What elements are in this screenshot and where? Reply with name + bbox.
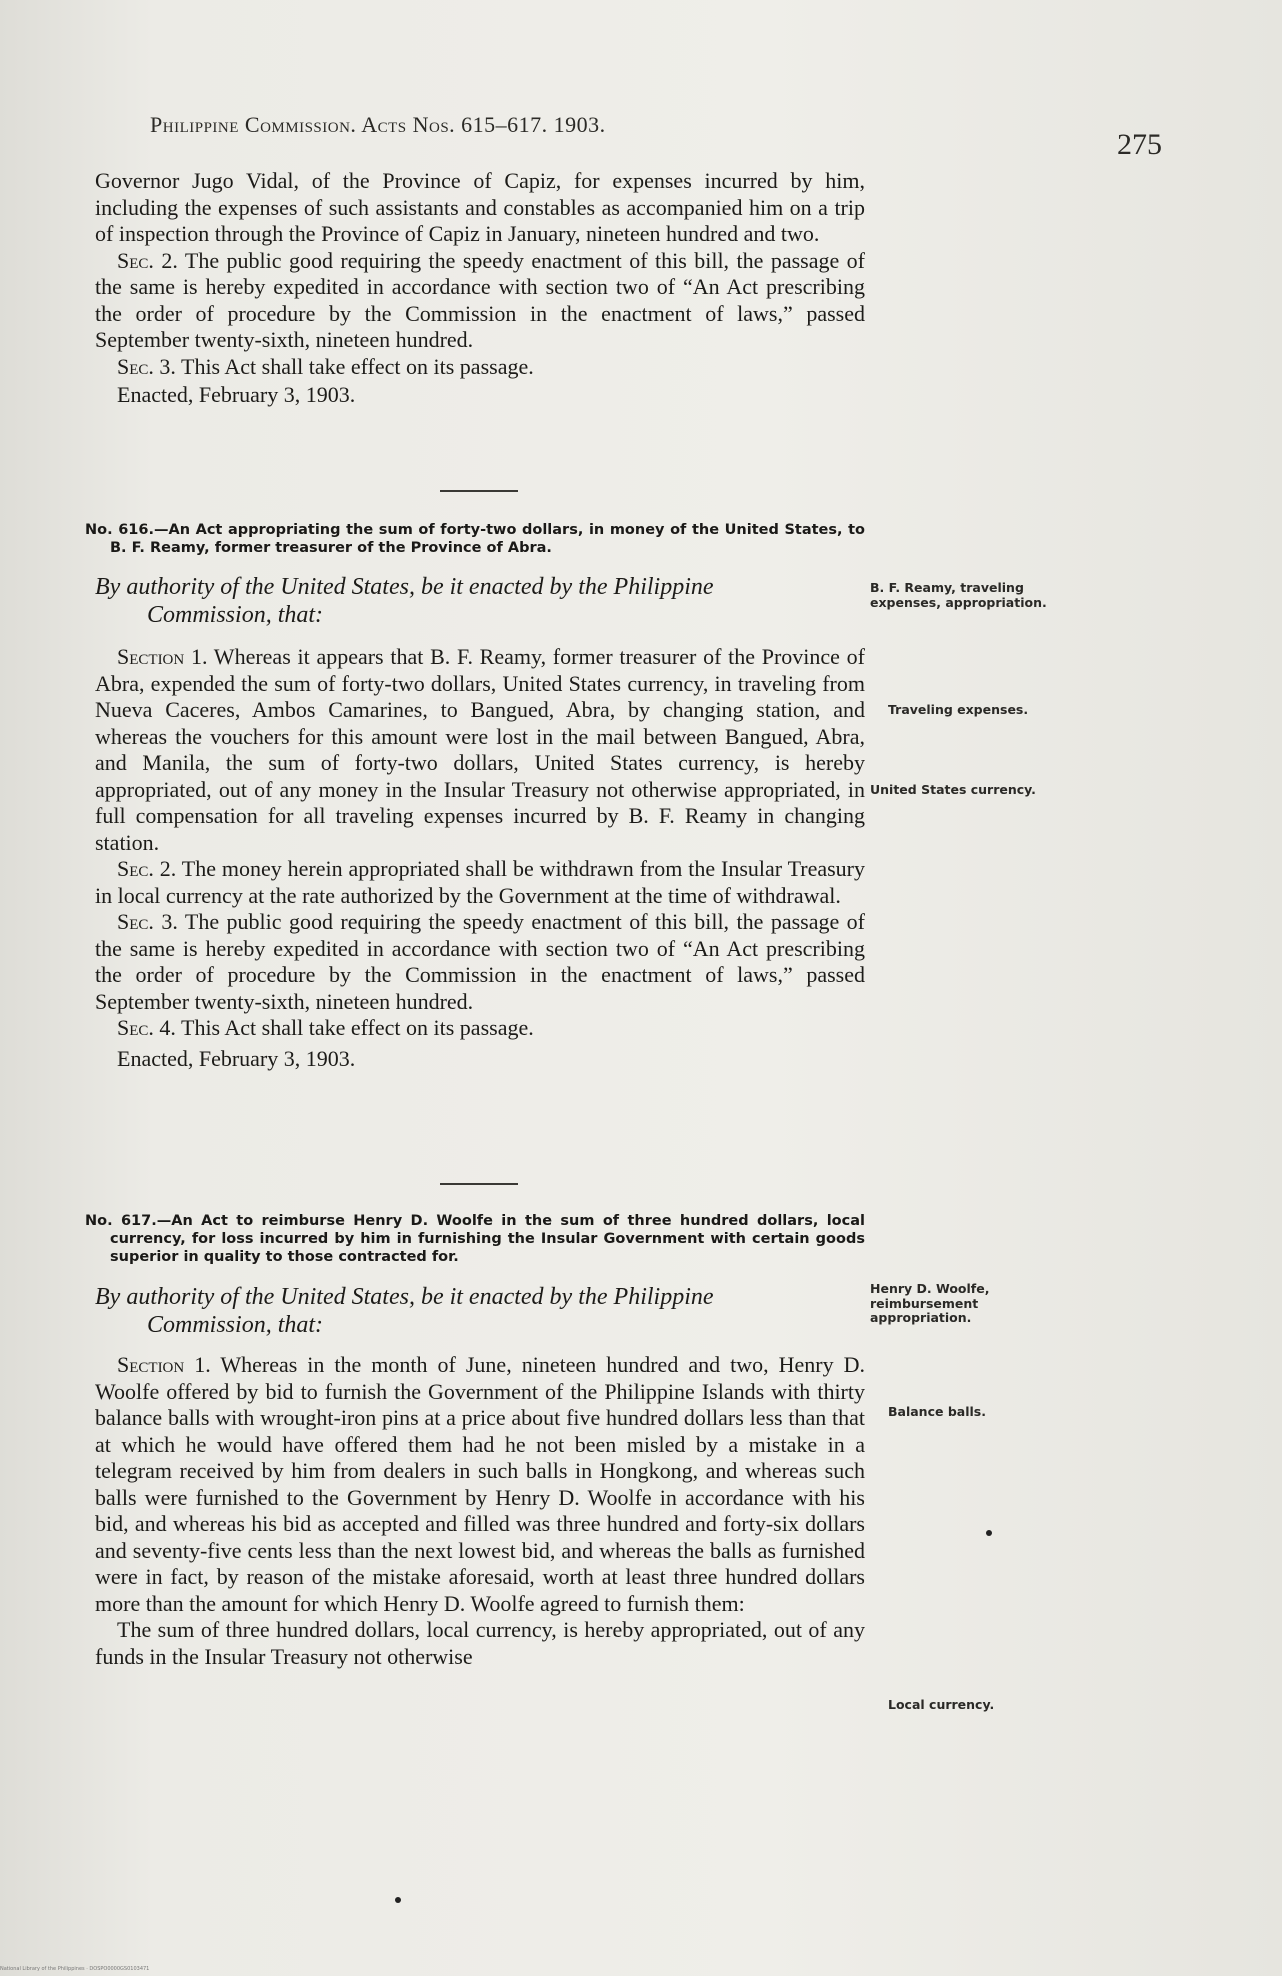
section-label: Sec. 2. [117,856,177,881]
enacted-date: Enacted, February 3, 1903. [117,1045,356,1071]
running-head: Philippine Commission. Acts Nos. 615–617. 1903. [150,112,606,137]
page-number: 275 [1117,128,1162,161]
margin-note: Balance balls. [888,1404,986,1419]
act-617-title: No. 617.—An Act to reimburse Henry D. Woolfe in the sum of three hundred dollars, local currency, for loss incurred by him in furnishing the Insular Government with certain goods superior in quality to those contracted for. [85,1213,865,1265]
margin-note: United States currency. [870,782,1036,797]
section-label: Sec. 3. [117,909,178,934]
margin-note: B. F. Reamy, traveling expenses, appropriation. [870,580,1047,610]
section-label: Sec. 2. [117,247,178,273]
section-divider [440,1183,518,1185]
act-617-body [95,1352,865,1670]
margin-note: Henry D. Woolfe, reimbursement appropriation. [870,1281,990,1325]
section-3 [95,354,865,381]
section-text: This Act shall take effect on its passage. [175,353,534,379]
section-label: Sec. 3. [117,353,176,379]
section-text: Whereas it appears that B. F. Reamy, former treasurer of the Province of Abra, expended the sum of forty-two dollars, United States currency, in traveling from Nueva Caceres, Ambos Camarines, to Bangued, Abra, by changing station, and whereas the vouchers for this amount were lost in the mail between Bangued, Abra, and Manila, the sum of forty-two dollars, United States currency, is hereby appropriated, out of any money in the Insular Treasury not otherwise appropriated, in full compensation for all traveling expenses incurred by B. F. Reamy in changing station. [95,644,865,855]
act-615-tail [95,168,865,409]
act-617-enacting-clause: By authority of the United States, be it enacted by the Philippine Commission, that: [95,1284,714,1338]
section-label: Sec. 4. [117,1015,176,1040]
section-2 [95,856,865,909]
section-text: The money herein appropriated shall be withdrawn from the Insular Treasury in local currency at the rate authorized by the Government at the time of withdrawal. [95,856,865,908]
margin-note: Local currency. [888,1697,995,1712]
section-divider [440,490,518,492]
section-4 [95,1015,865,1042]
scan-speck [986,1530,992,1536]
section-label: Section 1. [117,1352,211,1377]
section-2 [95,248,865,354]
enacted-date: Enacted, February 3, 1903. [117,382,356,407]
section-text: The public good requiring the speedy enactment of this bill, the passage of the same is hereby expedited in accordance with section two of “An Act prescribing the order of procedure by the Commission in the enactment of laws,” passed September twenty-sixth, nineteen hundred. [95,247,866,352]
section-text: Whereas in the month of June, nineteen hundred and two, Henry D. Woolfe offered by bid to furnish the Government of the Philippine Islands with thirty balance balls with wrought-iron pins at a price about five hundred dollars less than that at which he would have offered them had he not been misled by a mistake in a telegram received by him from dealers in such balls in Hongkong, and whereas such balls were furnished to the Government by Henry D. Woolfe in accordance with his bid, and whereas his bid as accepted and filled was three hundred and forty-six dollars and seventy-five cents less than the next lowest bid, and whereas the balls as furnished were in fact, by reason of the mistake aforesaid, worth at least three hundred dollars more than the amount for which Henry D. Woolfe agreed to furnish them: [95,1352,865,1616]
scan-speck [395,1897,401,1903]
section-1 [95,644,865,856]
section-text: This Act shall take effect on its passage. [175,1015,534,1040]
section-3 [95,909,865,1015]
act-616-enacting-clause: By authority of the United States, be it enacted by the Philippine Commission, that: [95,574,714,628]
section-text: The public good requiring the speedy enactment of this bill, the passage of the same is hereby expedited in accordance with section two of “An Act prescribing the order of procedure by the Commission in the enactment of laws,” passed September twenty-sixth, nineteen hundred. [95,909,866,1014]
footer-watermark: National Library of the Philippines · DOSPO0000GS0103471 [0,1966,150,1972]
margin-note: Traveling expenses. [888,702,1029,717]
paragraph: The sum of three hundred dollars, local currency, is hereby appropriated, out of any funds in the Insular Treasury not otherwise [95,1617,865,1669]
act-616-body [95,644,865,1072]
act-616-title: No. 616.—An Act appropriating the sum of forty-two dollars, in money of the United States, to B. F. Reamy, former treasurer of the Province of Abra. [85,522,865,556]
section-1 [95,1352,865,1617]
paragraph: Governor Jugo Vidal, of the Province of Capiz, for expenses incurred by him, including the expenses of such assistants and constables as accompanied him on a trip of inspection through the Province of Capiz in January, nineteen hundred and two. [95,168,865,246]
section-label: Section 1. [117,644,208,669]
